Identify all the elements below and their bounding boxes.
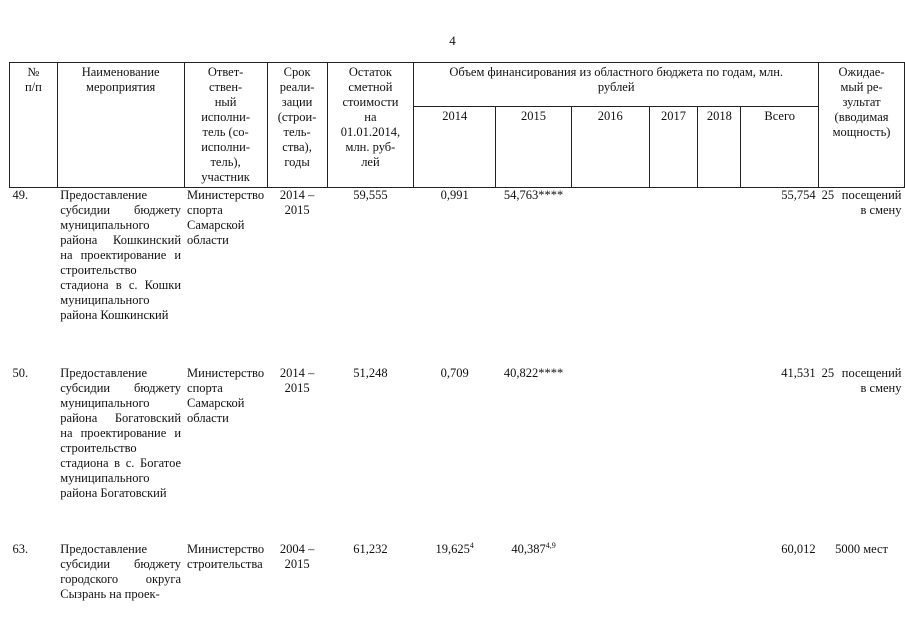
header-expected-result: Ожидае- мый ре- зультат (вводимая мощность) [819, 63, 905, 188]
row-result: 5000 мест [835, 541, 888, 556]
row-name: Предоставление субсидии бюджету муниципального района Кошкинский на проектирование и строительство стадиона в с. Кошки муниципального района Кошкинский [60, 188, 182, 322]
row-2014: 0,709 [440, 365, 469, 380]
header-number: № п/п [10, 63, 58, 188]
row-2016 [571, 188, 649, 366]
table-row [10, 188, 905, 366]
header-year-2017: 2017 [649, 107, 698, 188]
page-number: 4 [449, 33, 456, 48]
footnote-marker: 4 [469, 540, 474, 550]
row-remaining-cost: 59,555 [353, 188, 388, 202]
row-remaining-cost: 51,248 [353, 365, 388, 380]
row-responsible: Министерство спорта Самарской области [187, 365, 265, 425]
header-responsible: Ответ- ствен- ный исполни- тель (со- исполни- тель), участник [184, 63, 267, 188]
row-2017 [649, 188, 698, 366]
row-responsible: Министерство спорта Самарской области [187, 188, 265, 247]
header-year-2015: 2015 [496, 107, 572, 188]
row-name: Предоставление субсидии бюджету городского округа Сызрань на проек- [60, 541, 182, 601]
header-term: Срок реали- зации (строи- тель- ства), годы [267, 63, 327, 188]
row-total: 55,754 [781, 188, 816, 202]
row-total: 41,531 [781, 365, 816, 380]
row-2015: 40,387$^{4,9}$ [511, 540, 556, 556]
row-2017 [649, 366, 698, 542]
row-2018 [698, 188, 741, 366]
row-2016 [571, 366, 649, 542]
table-row [10, 542, 905, 612]
row-result: 25 посещений в смену [821, 188, 902, 217]
table-row [10, 366, 905, 542]
financing-table [9, 62, 905, 612]
row-number: 63. [12, 541, 29, 556]
row-name: Предоставление субсидии бюджету муниципального района Богатовский на проектирование и строительство стадиона в с. Богатое муниципального района Богатовский [60, 365, 182, 500]
header-remaining-cost: Остаток сметной стоимости на 01.01.2014, млн. руб- лей [327, 63, 414, 188]
row-2018 [698, 366, 741, 542]
header-financing: Объем финансирования из областного бюджета по годам, млн. рублей [414, 63, 819, 107]
row-2018 [698, 542, 741, 612]
row-2014: 19,625$^4$ [435, 540, 474, 556]
row-term: 2014 – 2015 [279, 188, 315, 217]
footnote-marker: 4,9 [545, 540, 556, 550]
row-2017 [649, 542, 698, 612]
row-total: 60,012 [781, 541, 816, 556]
row-number: 49. [12, 188, 29, 202]
header-year-2016: 2016 [571, 107, 649, 188]
row-2014: 0,991 [440, 188, 469, 202]
row-2015: 40,822**** [503, 365, 564, 380]
row-term: 2014 – 2015 [279, 365, 315, 395]
header-name: Наименование мероприятия [57, 63, 184, 188]
header-year-2014: 2014 [414, 107, 496, 188]
row-number: 50. [12, 365, 29, 380]
header-year-2018: 2018 [698, 107, 741, 188]
header-total: Всего [741, 107, 819, 188]
row-2015: 54,763**** [503, 188, 564, 202]
row-result: 25 посещений в смену [821, 365, 902, 395]
row-2016 [571, 542, 649, 612]
row-responsible: Министерство строительства [187, 541, 265, 571]
row-term: 2004 – 2015 [279, 541, 315, 571]
row-remaining-cost: 61,232 [353, 541, 388, 556]
